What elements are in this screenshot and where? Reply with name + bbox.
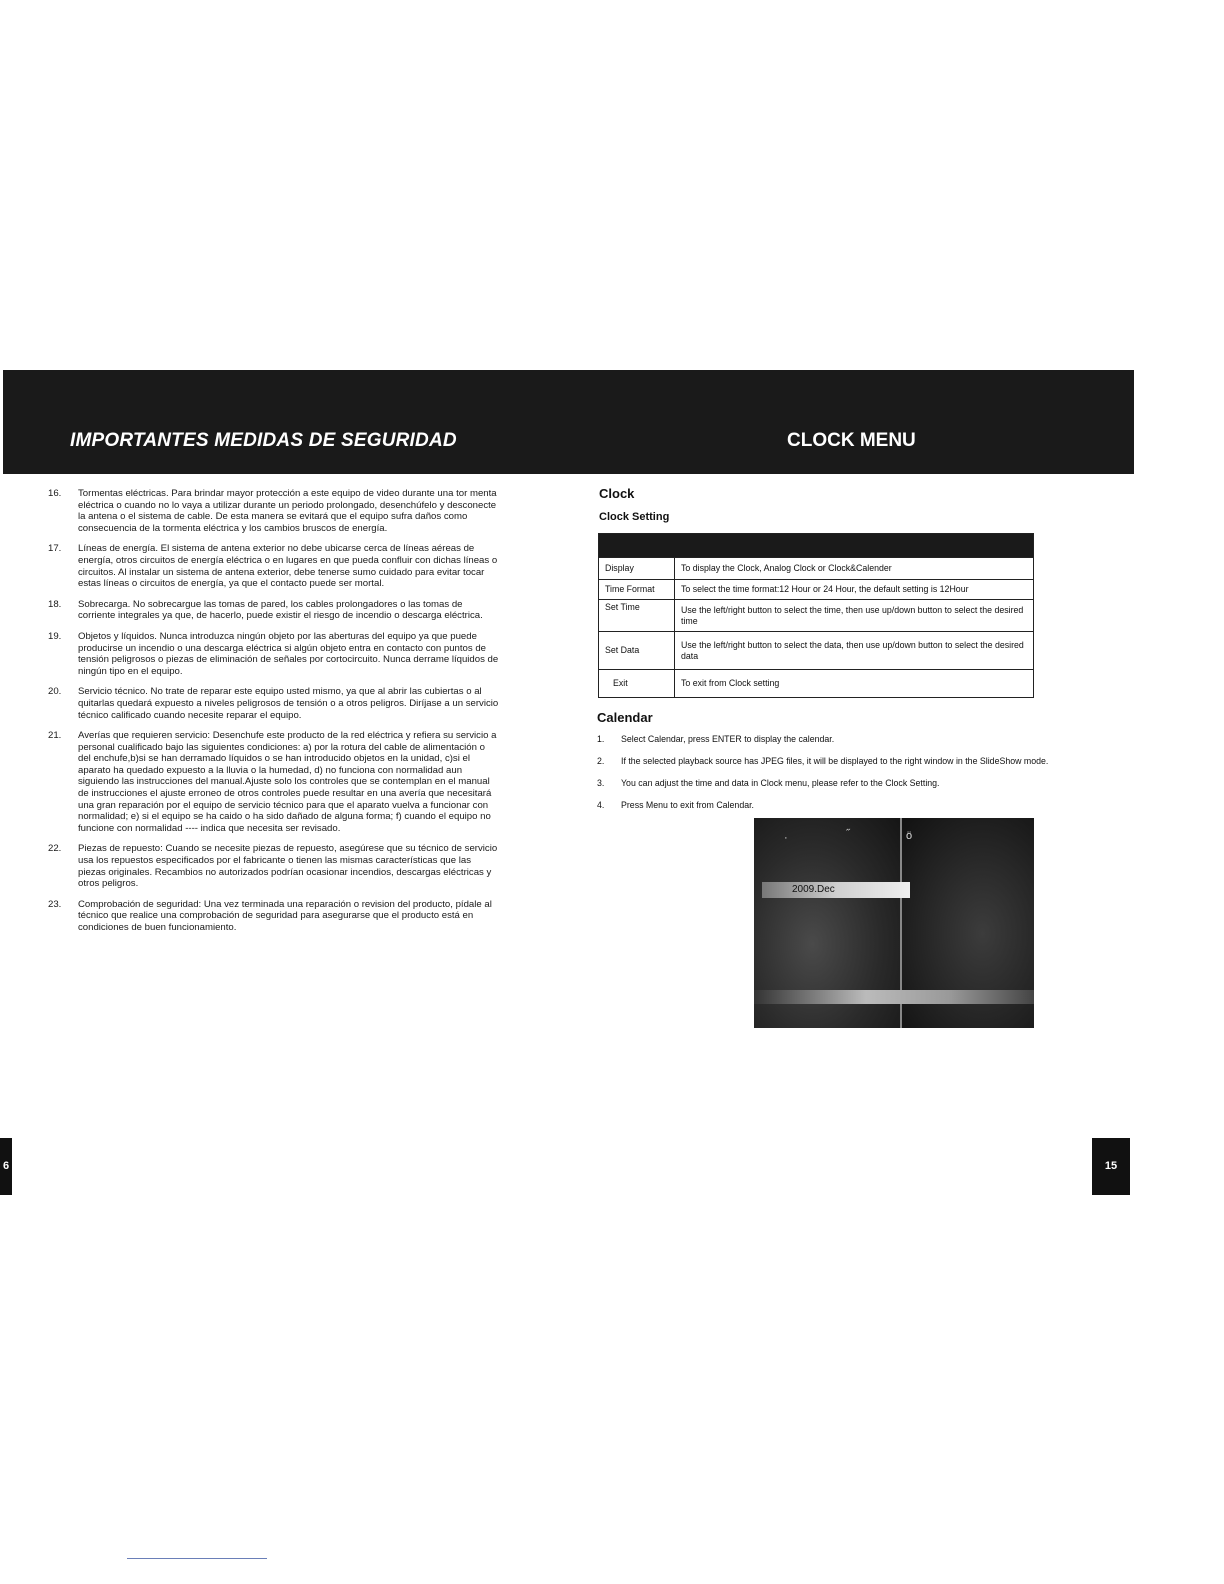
table-row (599, 580, 1034, 600)
setting-description: Use the left/right button to select the data, then use up/down button to select the desired data (675, 632, 1034, 670)
list-item (597, 734, 1137, 756)
list-item (40, 730, 500, 834)
step-text: Press Menu to exit from Calendar. (621, 800, 754, 810)
page-number-right: 15 (1092, 1138, 1130, 1195)
item-text: Averías que requieren servicio: Desenchufe este producto de la red eléctrica y refiera su servicio a personal cualificado bajo las siguientes condiciones: a) por la rotura del cable de alimentación o del enchufe,b)si se han derramado líquidos o se han introducido objetos en la unidad, c)si el aparato ha quedado expuesto a la lluvia o la humedad, d) no funciona con normalidad aun siguiendo las instrucciones del manual.Ajuste solo los controles que se contemplan en el manual de instrucciones el ajuste erroneo de otros controles puede resultar en una avería que necesitará una gran reparación por el equipo de servicio técnico para que el aparato vuelva a funcionar con normalidad; e) si el equipo se ha caido o ha sido dañado de alguna forma; f) cuando el equipo no funcione con normalidad ---- indica que necesita ser revisado. (78, 730, 497, 834)
item-text: Servicio técnico. No trate de reparar este equipo usted mismo, ya que al abrir las cubiertas o al quitarlas quedará expuesto a niveles peligrosos de tensión o a otros peligros. Diríjase a un servicio técnico calificado cuando necesite reparar el equipo. (78, 686, 499, 721)
table-row (599, 670, 1034, 698)
step-number: 4. (597, 800, 605, 810)
screen-status-bar (754, 990, 1034, 1004)
calendar-heading: Calendar (597, 710, 653, 725)
table-row (599, 632, 1034, 670)
setting-name: Time Format (599, 580, 675, 600)
calendar-screenshot (754, 818, 1034, 1028)
calendar-steps (597, 734, 1137, 822)
list-item (40, 899, 500, 934)
star-glyph-icon: · (784, 832, 788, 844)
setting-name: Set Data (599, 632, 675, 670)
setting-description: To exit from Clock setting (675, 670, 1034, 698)
setting-name: Set Time (599, 600, 675, 632)
item-text: Comprobación de seguridad: Una vez terminada una reparación o revision del producto, pídale al técnico que realice una comprobación de seguridad para asegurarse que el producto está en condiciones de buen funcionamiento. (78, 898, 492, 933)
table-row (599, 558, 1034, 580)
item-number: 18. (48, 598, 62, 610)
star-glyph-icon: ˝ (846, 828, 850, 840)
item-number: 22. (48, 843, 62, 855)
table-header-cell (599, 534, 1034, 558)
item-text: Líneas de energía. El sistema de antena exterior no debe ubicarse cerca de líneas aéreas de energía, otros circuitos de energía eléctrica o en lugares en que pueda confluir con dichas líneas o circuitos. Al instalar un sistema de antena exterior, debe tenerse sumo cuidado para evitar tocar estas líneas o circuitos de energía, ya que el contacto puede ser mortal. (78, 543, 498, 590)
header-banner (3, 370, 1134, 474)
list-item (40, 543, 500, 589)
clock-setting-heading: Clock Setting (599, 511, 670, 523)
setting-name: Exit (599, 670, 675, 698)
item-text: Tormentas eléctricas. Para brindar mayor protección a este equipo de video durante una tor menta eléctrica o cuando no lo vaya a utilizar durante un periodo prolongado, desenchúfelo y desconecte la antena o el sistema de cable. De esta manera se evitará que el equipo sufra daños como consecuencia de la tormenta eléctrica y los cambios bruscos de energía. (78, 488, 497, 534)
safety-list (40, 488, 500, 934)
list-item (40, 488, 500, 534)
calendar-date-bar: 2009.Dec (762, 882, 910, 898)
list-item (597, 778, 1137, 800)
clock-setting-table (598, 533, 1034, 698)
item-number: 16. (48, 488, 62, 499)
page-number-left: 6 (0, 1138, 12, 1195)
setting-description: Use the left/right button to select the time, then use up/down button to select the desired time (675, 600, 1034, 632)
footer-rule (127, 1558, 267, 1559)
clock-glyph-icon: ö (906, 830, 913, 842)
item-text: Objetos y líquidos. Nunca introduzca ningún objeto por las aberturas del equipo ya que puede producirse un incendio o una descarga eléctrica si algún objeto entra en contacto con puntos de tensión peligrosos o piezas de eliminación de señales por cortocircuito. Nunca derrame líquidos de ningún tipo en el equipo. (78, 630, 499, 677)
list-item (597, 756, 1137, 778)
step-number: 2. (597, 756, 605, 766)
step-number: 1. (597, 734, 605, 744)
item-number: 19. (48, 630, 62, 642)
step-text: You can adjust the time and data in Clock menu, please refer to the Clock Setting. (621, 778, 940, 788)
clock-heading: Clock (599, 486, 635, 501)
setting-name: Display (599, 558, 675, 580)
list-item (40, 686, 500, 721)
list-item (40, 599, 500, 622)
item-number: 21. (48, 730, 62, 742)
item-text: Sobrecarga. No sobrecargue las tomas de pared, los cables prolongadores o las tomas de corriente integrales ya que, de hacerlo, puede existir el riesgo de incendio o descarga eléctrica. (78, 598, 483, 622)
item-number: 17. (48, 543, 62, 555)
step-number: 3. (597, 778, 605, 788)
setting-description: To display the Clock, Analog Clock or Clock&Calender (675, 558, 1034, 580)
item-number: 20. (48, 686, 62, 698)
left-page-title: IMPORTANTES MEDIDAS DE SEGURIDAD (70, 430, 457, 451)
step-text: If the selected playback source has JPEG files, it will be displayed to the right window in the SlideShow mode. (621, 756, 1049, 766)
safety-list-column (40, 488, 500, 943)
right-page-title: CLOCK MENU (787, 430, 916, 451)
setting-description: To select the time format:12 Hour or 24 Hour, the default setting is 12Hour (675, 580, 1034, 600)
step-text: Select Calendar, press ENTER to display the calendar. (621, 734, 835, 744)
table-row (599, 600, 1034, 632)
item-number: 23. (48, 898, 62, 910)
list-item (40, 843, 500, 889)
table-header-row (599, 534, 1034, 558)
item-text: Piezas de repuesto: Cuando se necesite piezas de repuesto, asegúrese que su técnico de servicio usa los repuestos especificados por el fabricante o tienen las mismas características que las piezas originales. Recambios no autorizados podrían ocasionar incendios, descargas eléctricas y otros peligros. (78, 843, 498, 890)
list-item (40, 631, 500, 677)
